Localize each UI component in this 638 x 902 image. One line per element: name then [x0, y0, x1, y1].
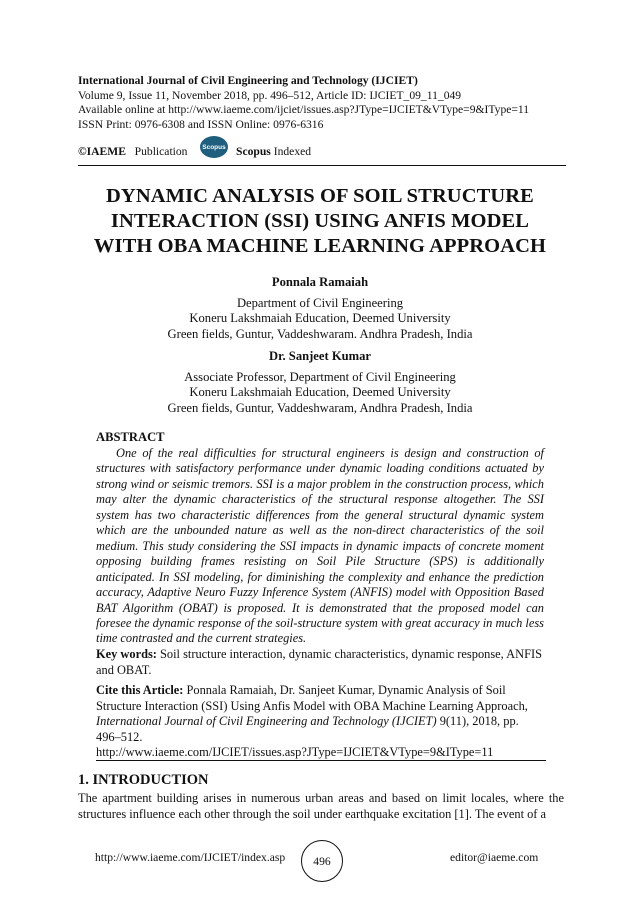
footer-url-link[interactable]: http://www.iaeme.com/IJCIET/index.asp	[95, 851, 286, 864]
affiliation-line: Green fields, Guntur, Vaddeshwaram. Andhra Pradesh, India	[167, 326, 473, 341]
affiliation-line: Associate Professor, Department of Civil Engineering	[184, 369, 456, 384]
title-line: DYNAMIC ANALYSIS OF SOIL STRUCTURE	[106, 185, 534, 207]
header-divider	[78, 165, 566, 166]
cite-tail: 9(11), 2018, pp. 496–512.	[96, 714, 519, 744]
affiliation-line: Koneru Lakshmaiah Education, Deemed University	[189, 311, 451, 326]
citation-block	[96, 683, 544, 761]
abstract-text: One of the real difficulties for structural engineers is design and construction of structures with satisfactory performance under dynamic loading conditions actuated by strong wind or seismic tremors. SSI is a major problem in the construction process, which may alter the dynamic characteristics of the structural response altogether. The SSI system has two characteristic differences from the general structural dynamic system which are the unbounded nature as well as the non-direct characteristics of the soil medium. This study considering the SSI impacts in dynamic impacts of concrete moment opposing building frames resisting on Soil Pile Structure (SPS) is additionally anticipated. In SSI modeling, for diminishing the complexity and enhance the prediction accuracy, Adaptive Neuro Fuzzy Inference System (ANFIS) model with Opposition Based BAT Algorithm (OBAT) is proposed. It is demonstrated that the proposed model can foresee the dynamic response of the soil-structure system with great accuracy in much less time contrasted and the current strategies.	[96, 446, 544, 646]
cite-url-link[interactable]: http://www.iaeme.com/IJCIET/issues.asp?JType=IJCIET&VType=9&IType=11	[96, 745, 494, 759]
cite-text: Ponnala Ramaiah, Dr. Sanjeet Kumar, Dynamic Analysis of Soil Structure Interaction (SSI) Using Anfis Model with OBA Machine Learning Approach,	[96, 683, 528, 713]
title-line: INTERACTION (SSI) USING ANFIS MODEL	[110, 210, 530, 232]
indexed-word: Indexed	[273, 145, 312, 158]
cite-label: Cite this Article:	[96, 683, 184, 697]
keywords	[96, 647, 544, 678]
author-name: Ponnala Ramaiah	[271, 275, 369, 289]
affiliation-line: Koneru Lakshmaiah Education, Deemed University	[189, 385, 451, 400]
abstract-heading: ABSTRACT	[96, 430, 165, 444]
scopus-word: Scopus	[236, 145, 271, 158]
volume-line: Volume 9, Issue 11, November 2018, pp. 496–512, Article ID: IJCIET_09_11_049	[78, 88, 462, 102]
keywords-text: Soil structure interaction, dynamic characteristics, dynamic response, ANFIS and OBAT.	[96, 647, 542, 677]
publisher-word: Publication	[134, 145, 188, 158]
author-block-1	[70, 275, 570, 342]
affiliation-line: Green fields, Guntur, Vaddeshwaram, Andhra Pradesh, India	[167, 400, 473, 415]
scopus-logo-icon: Scopus	[200, 136, 228, 158]
affiliation-line: Department of Civil Engineering	[236, 295, 404, 310]
section-heading-introduction: 1. INTRODUCTION	[78, 772, 209, 788]
title-line: WITH OBA MACHINE LEARNING APPROACH	[93, 235, 547, 257]
issn-line: ISSN Print: 0976-6308 and ISSN Online: 0976-6316	[78, 117, 324, 131]
author-block-2	[70, 349, 570, 416]
introduction-text: The apartment building arises in numerous urban areas and based on limit locales, where the structures influence each other through the soil under earthquake excitation [1]. The event of a	[78, 791, 564, 821]
journal-title: International Journal of Civil Engineering and Technology (IJCIET)	[78, 74, 418, 87]
keywords-label: Key words:	[96, 647, 157, 661]
paper-title	[70, 184, 570, 259]
publisher-name: ©IAEME	[78, 145, 126, 158]
indexed-label	[236, 145, 311, 158]
page-number-badge: 496	[301, 840, 343, 882]
journal-header	[78, 74, 568, 132]
author-name: Dr. Sanjeet Kumar	[268, 349, 372, 363]
publisher-row	[78, 136, 568, 164]
footer-email-link[interactable]: editor@iaeme.com	[450, 851, 539, 864]
available-online-line: Available online at http://www.iaeme.com/ijciet/issues.asp?JType=IJCIET&VType=9&IType=11	[78, 103, 530, 117]
publisher-label	[78, 145, 187, 158]
citation-divider	[96, 760, 546, 761]
cite-journal: International Journal of Civil Engineering and Technology (IJCIET)	[96, 714, 437, 728]
